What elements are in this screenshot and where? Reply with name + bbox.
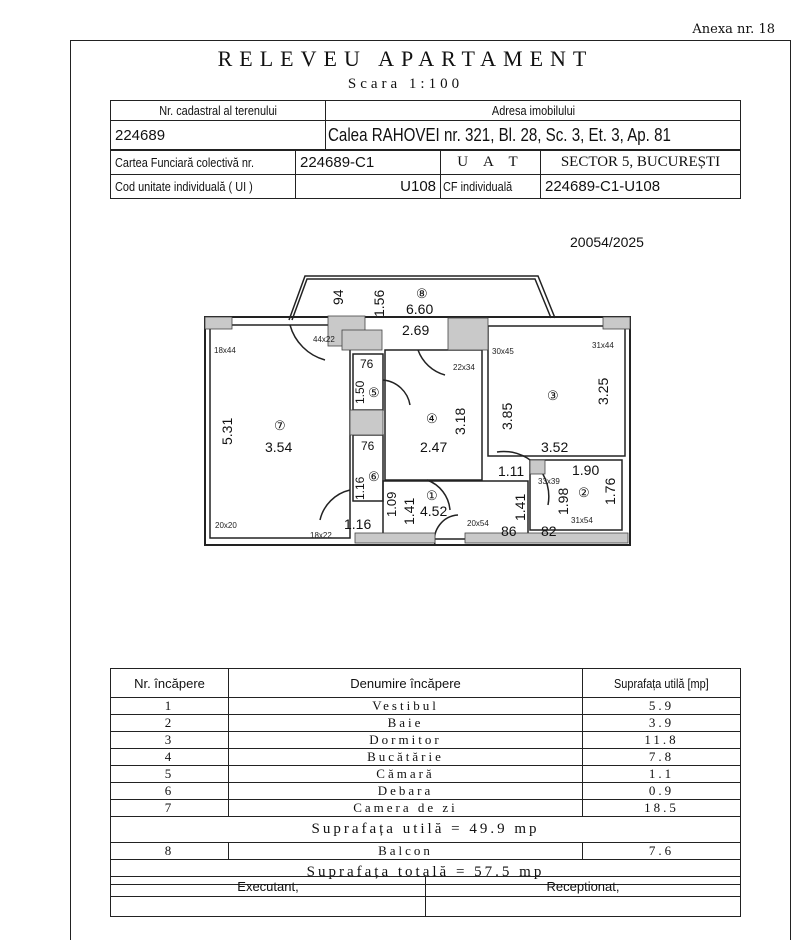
dim: 3.54 bbox=[265, 439, 293, 455]
room-area: 3.9 bbox=[583, 715, 741, 732]
opening-size: 18x22 bbox=[310, 531, 332, 540]
table-row bbox=[111, 783, 741, 800]
col-header: Nr. încăpere bbox=[111, 669, 229, 698]
room-area: 7.8 bbox=[583, 749, 741, 766]
col-header: Suprafața utilă [mp] bbox=[614, 675, 709, 691]
dim: 1.56 bbox=[371, 289, 387, 317]
dim: 1.16 bbox=[344, 516, 372, 532]
room-name: Vestibul bbox=[229, 698, 583, 715]
dim: 3.85 bbox=[499, 402, 515, 430]
ui-label: Cod unitate individuală ( UI ) bbox=[115, 179, 253, 194]
useful-area-total: Suprafața utilă = 49.9 mp bbox=[111, 817, 741, 843]
opening-size: 18x44 bbox=[214, 346, 236, 355]
opening-size: 22x34 bbox=[453, 363, 475, 372]
room-number-8: ⑧ bbox=[416, 286, 428, 301]
room-area: 5.9 bbox=[583, 698, 741, 715]
uat-value: SECTOR 5, BUCUREȘTI bbox=[541, 151, 741, 175]
opening-size: 20x54 bbox=[467, 519, 489, 528]
dim: 1.11 bbox=[498, 463, 525, 479]
opening-size: 44x22 bbox=[313, 335, 335, 344]
col-header-cell bbox=[583, 669, 741, 698]
opening-size: 31x44 bbox=[592, 341, 614, 350]
room-number: 7 bbox=[111, 800, 229, 817]
room-number: 5 bbox=[111, 766, 229, 783]
room-area: 11.8 bbox=[583, 732, 741, 749]
uat-label: U A T bbox=[441, 151, 541, 175]
table-row bbox=[111, 843, 741, 860]
room-number-3: ③ bbox=[547, 388, 559, 403]
signature-table bbox=[110, 876, 741, 917]
dim: 1.09 bbox=[384, 491, 399, 517]
cf-label: Cartea Funciară colectivă nr. bbox=[115, 155, 254, 170]
room-name: Balcon bbox=[229, 843, 583, 860]
table-row bbox=[111, 732, 741, 749]
room-area: 0.9 bbox=[583, 783, 741, 800]
door-arc bbox=[383, 380, 410, 405]
dim: 3.25 bbox=[595, 377, 611, 405]
opening-size: 31x54 bbox=[571, 516, 593, 525]
door-arc bbox=[434, 515, 458, 545]
dim: 1.50 bbox=[353, 380, 367, 404]
dim: 1.90 bbox=[572, 462, 600, 478]
dim: 94 bbox=[330, 289, 346, 305]
dim: 4.52 bbox=[420, 503, 448, 519]
room-number: 3 bbox=[111, 732, 229, 749]
dim: 1.16 bbox=[353, 476, 367, 500]
table-row bbox=[111, 800, 741, 817]
room-name: Debara bbox=[229, 783, 583, 800]
dim: 5.31 bbox=[219, 417, 235, 445]
room-name: Baie bbox=[229, 715, 583, 732]
table-row bbox=[111, 698, 741, 715]
address-value: Calea RAHOVEI nr. 321, Bl. 28, Sc. 3, Et. 3, Ap. 81 bbox=[328, 124, 671, 145]
page-title: RELEVEU APARTAMENT bbox=[217, 46, 594, 71]
rooms-table-body bbox=[110, 697, 741, 885]
room-area: 18.5 bbox=[583, 800, 741, 817]
dim: 1.41 bbox=[401, 497, 417, 525]
dim: 76 bbox=[360, 357, 374, 371]
table-row bbox=[111, 766, 741, 783]
room-name: Dormitor bbox=[229, 732, 583, 749]
room-number-2: ② bbox=[578, 485, 590, 500]
dim: 86 bbox=[501, 523, 517, 539]
door-arc bbox=[418, 350, 445, 375]
ui-value: U108 bbox=[296, 175, 441, 199]
room-number-7: ⑦ bbox=[274, 418, 286, 433]
cadastral-value: 224689 bbox=[111, 121, 326, 150]
room-area: 1.1 bbox=[583, 766, 741, 783]
rooms-table bbox=[110, 668, 741, 698]
dim: 2.47 bbox=[420, 439, 448, 455]
dim: 76 bbox=[361, 439, 375, 453]
room-number: 1 bbox=[111, 698, 229, 715]
room-number-1: ① bbox=[426, 488, 438, 503]
room-number: 8 bbox=[111, 843, 229, 860]
dim: 82 bbox=[541, 523, 557, 539]
dim: 3.18 bbox=[452, 407, 468, 435]
opening-size: 20x20 bbox=[215, 521, 237, 530]
dim: 1.76 bbox=[602, 477, 618, 505]
table-row bbox=[111, 749, 741, 766]
room-name: Cămară bbox=[229, 766, 583, 783]
cfi-label: CF individuală bbox=[443, 179, 513, 194]
cfi-value: 224689-C1-U108 bbox=[541, 175, 741, 199]
room-name: Bucătărie bbox=[229, 749, 583, 766]
annex-number: Anexa nr. 18 bbox=[692, 22, 775, 37]
cf-value: 224689-C1 bbox=[296, 151, 441, 175]
dim: 1.98 bbox=[555, 487, 571, 515]
dim: 6.60 bbox=[406, 301, 434, 317]
dim: 2.69 bbox=[402, 322, 430, 338]
dim: 3.52 bbox=[541, 439, 569, 455]
opening-size: 30x45 bbox=[492, 347, 514, 356]
room-number: 2 bbox=[111, 715, 229, 732]
col-header: Denumire încăpere bbox=[229, 669, 583, 698]
room-number-4: ④ bbox=[426, 411, 438, 426]
scale-label: Scara 1:100 bbox=[347, 76, 464, 92]
table-row bbox=[111, 715, 741, 732]
cadastral-label: Nr. cadastral al terenului bbox=[159, 103, 277, 118]
receptionat-label: Receptionat, bbox=[426, 877, 741, 897]
room-number-5: ⑤ bbox=[368, 385, 380, 400]
opening-size: 33x39 bbox=[538, 477, 560, 486]
address-label: Adresa imobilului bbox=[491, 103, 575, 118]
executant-label: Executant, bbox=[111, 877, 426, 897]
room-area: 7.6 bbox=[583, 843, 741, 860]
registration-number: 20054/2025 bbox=[570, 234, 644, 250]
room-name: Camera de zi bbox=[229, 800, 583, 817]
room-number: 4 bbox=[111, 749, 229, 766]
room-number-6: ⑥ bbox=[368, 469, 380, 484]
room-number: 6 bbox=[111, 783, 229, 800]
dim: 1.41 bbox=[512, 493, 528, 521]
total-area: Suprafața totală = 57.5 mp bbox=[111, 860, 741, 885]
